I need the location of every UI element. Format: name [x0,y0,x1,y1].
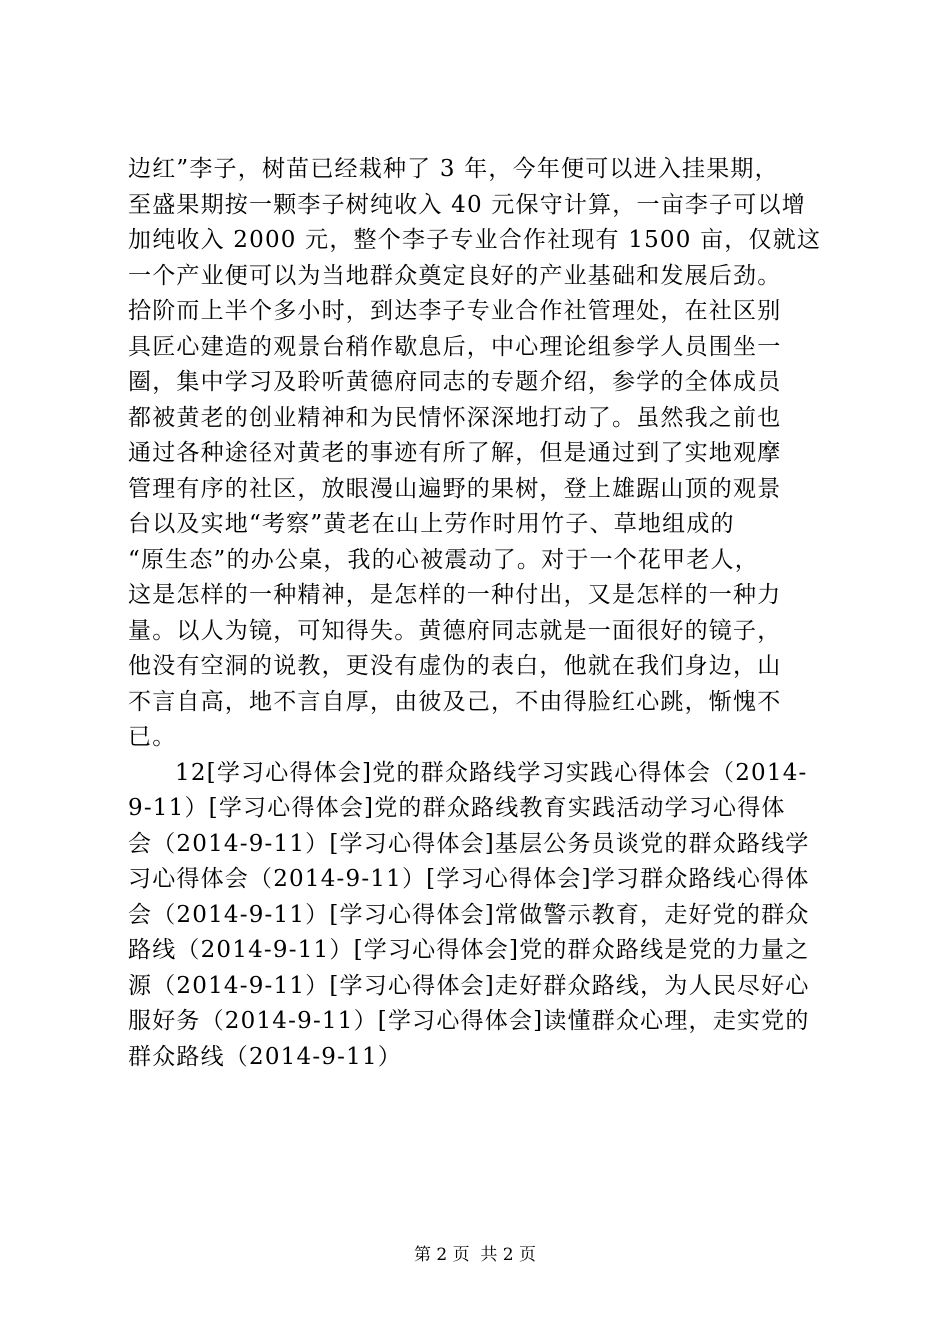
related-links-line: 12[学习心得体会]党的群众路线学习实践心得体会（2014- [175,759,808,786]
related-links-line: 习心得体会（2014-9-11）[学习心得体会]学习群众路线心得体 [128,866,810,892]
text-line: 具匠心建造的观景台稍作歇息后，中心理论组参学人员围坐一 [128,333,782,360]
text-line: 他没有空洞的说教，更没有虚伪的表白，他就在我们身边，山 [128,653,782,679]
text-line: 都被黄老的创业精神和为民情怀深深地打动了。虽然我之前也 [128,404,782,431]
page-number: 第 2 页 共 2 页 [413,1245,537,1265]
text-line: 不言自高，地不言自厚，由彼及己，不由得脸红心跳，惭愧不 [128,688,782,715]
related-links-line: 会（2014-9-11）[学习心得体会]常做警示教育，走好党的群众 [128,901,810,928]
text-line: 至盛果期按一颗李子树纯收入 40 元保守计算，一亩李子可以增 [128,191,806,218]
text-line: 这是怎样的一种精神，是怎样的一种付出，又是怎样的一种力 [128,582,782,608]
text-line: 已。 [128,724,177,750]
text-line: 加纯收入 2000 元，整个李子专业合作社现有 1500 亩，仅就这 [128,227,822,253]
page-footer [0,1244,950,1266]
text-line: 边红”李子，树苗已经栽种了 3 年，今年便可以进入挂果期， [128,156,779,182]
text-line: 一个产业便可以为当地群众奠定良好的产业基础和发展后劲。 [128,262,782,289]
text-line: 量。以人为镜，可知得失。黄德府同志就是一面很好的镜子， [128,617,782,644]
text-line: 圈，集中学习及聆听黄德府同志的专题介绍，参学的全体成员 [128,369,782,395]
related-links-line: 源（2014-9-11）[学习心得体会]走好群众路线，为人民尽好心 [128,972,810,999]
text-line: 通过各种途径对黄老的事迹有所了解，但是通过到了实地观摩 [128,440,782,466]
related-links-line: 9-11）[学习心得体会]党的群众路线教育实践活动学习心得体 [128,795,786,821]
related-links-line: 群众路线（2014-9-11） [128,1043,402,1070]
text-line: “原生态”的办公桌，我的心被震动了。对于一个花甲老人， [128,546,759,573]
text-line: 管理有序的社区，放眼漫山遍野的果树，登上雄踞山顶的观景 [128,475,782,502]
related-links-line: 会（2014-9-11）[学习心得体会]基层公务员谈党的群众路线学 [128,830,810,857]
text-line: 拾阶而上半个多小时，到达李子专业合作社管理处，在社区别 [128,298,782,324]
related-links-line: 路线（2014-9-11）[学习心得体会]党的群众路线是党的力量之 [128,937,810,963]
document-body [128,152,834,1075]
related-links-line: 服好务（2014-9-11）[学习心得体会]读懂群众心理，走实党的 [128,1008,810,1034]
text-line: 台以及实地“考察”黄老在山上劳作时用竹子、草地组成的 [128,511,735,537]
